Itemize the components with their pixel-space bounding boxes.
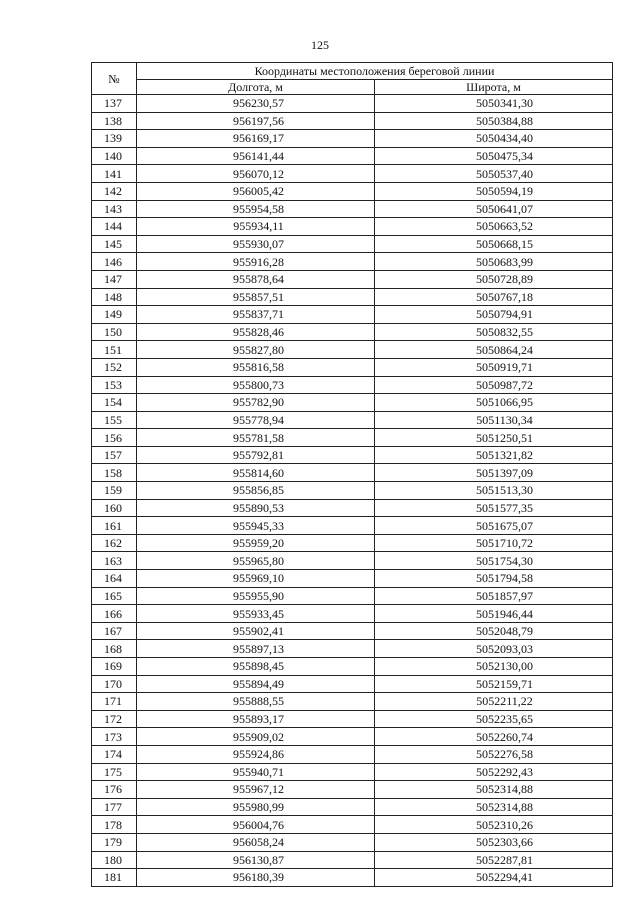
row-longitude: 955959,20	[137, 534, 375, 552]
coordinates-table	[91, 62, 613, 887]
row-number: 164	[92, 570, 137, 588]
row-longitude: 956004,76	[137, 816, 375, 834]
row-longitude: 955902,41	[137, 622, 375, 640]
row-latitude: 5050537,40	[375, 165, 613, 183]
row-latitude: 5052292,43	[375, 763, 613, 781]
row-latitude: 5050919,71	[375, 358, 613, 376]
row-longitude: 955778,94	[137, 411, 375, 429]
row-longitude: 955967,12	[137, 781, 375, 799]
table-row	[92, 781, 613, 799]
row-longitude: 956141,44	[137, 147, 375, 165]
row-latitude: 5050475,34	[375, 147, 613, 165]
row-latitude: 5050641,07	[375, 200, 613, 218]
table-row	[92, 182, 613, 200]
table-row	[92, 869, 613, 887]
row-longitude: 955878,64	[137, 270, 375, 288]
row-number: 161	[92, 517, 137, 535]
row-number: 160	[92, 499, 137, 517]
table-row	[92, 270, 613, 288]
row-longitude: 955890,53	[137, 499, 375, 517]
row-latitude: 5052303,66	[375, 833, 613, 851]
row-number: 141	[92, 165, 137, 183]
row-longitude: 955856,85	[137, 482, 375, 500]
table-row	[92, 499, 613, 517]
row-latitude: 5050767,18	[375, 288, 613, 306]
table-row	[92, 605, 613, 623]
row-longitude: 955897,13	[137, 640, 375, 658]
row-latitude: 5051066,95	[375, 394, 613, 412]
row-longitude: 956230,57	[137, 95, 375, 113]
row-latitude: 5051397,09	[375, 464, 613, 482]
table-row	[92, 200, 613, 218]
table-row	[92, 482, 613, 500]
table-row	[92, 798, 613, 816]
header-number: №	[92, 63, 137, 95]
row-number: 171	[92, 693, 137, 711]
table-row	[92, 570, 613, 588]
row-number: 168	[92, 640, 137, 658]
table-row	[92, 640, 613, 658]
row-longitude: 955781,58	[137, 429, 375, 447]
row-number: 146	[92, 253, 137, 271]
row-number: 159	[92, 482, 137, 500]
row-number: 139	[92, 130, 137, 148]
row-latitude: 5051675,07	[375, 517, 613, 535]
row-latitude: 5050987,72	[375, 376, 613, 394]
row-longitude: 956070,12	[137, 165, 375, 183]
table-row	[92, 394, 613, 412]
row-latitude: 5051577,35	[375, 499, 613, 517]
row-number: 147	[92, 270, 137, 288]
row-longitude: 955782,90	[137, 394, 375, 412]
row-number: 151	[92, 341, 137, 359]
row-latitude: 5051794,58	[375, 570, 613, 588]
row-number: 181	[92, 869, 137, 887]
table-row	[92, 112, 613, 130]
row-longitude: 955814,60	[137, 464, 375, 482]
row-number: 172	[92, 710, 137, 728]
row-number: 165	[92, 587, 137, 605]
row-longitude: 955894,49	[137, 675, 375, 693]
row-longitude: 956197,56	[137, 112, 375, 130]
table-row	[92, 693, 613, 711]
row-latitude: 5050341,30	[375, 95, 613, 113]
row-number: 145	[92, 235, 137, 253]
row-longitude: 955893,17	[137, 710, 375, 728]
row-latitude: 5051130,34	[375, 411, 613, 429]
row-longitude: 955954,58	[137, 200, 375, 218]
row-longitude: 955828,46	[137, 323, 375, 341]
row-latitude: 5050728,89	[375, 270, 613, 288]
row-longitude: 955924,86	[137, 745, 375, 763]
row-number: 148	[92, 288, 137, 306]
row-number: 155	[92, 411, 137, 429]
row-longitude: 955934,11	[137, 218, 375, 236]
row-number: 174	[92, 745, 137, 763]
row-latitude: 5052314,88	[375, 798, 613, 816]
table-row	[92, 833, 613, 851]
row-number: 176	[92, 781, 137, 799]
header-shoreline-coordinates: Координаты местоположения береговой линии	[137, 63, 613, 80]
page-number: 125	[311, 38, 329, 52]
row-longitude: 956058,24	[137, 833, 375, 851]
table-row	[92, 587, 613, 605]
table-header	[92, 63, 613, 95]
table-row	[92, 411, 613, 429]
row-latitude: 5052276,58	[375, 745, 613, 763]
table-row	[92, 165, 613, 183]
row-latitude: 5052287,81	[375, 851, 613, 869]
row-latitude: 5052294,41	[375, 869, 613, 887]
row-longitude: 955945,33	[137, 517, 375, 535]
row-latitude: 5050864,24	[375, 341, 613, 359]
row-latitude: 5050663,52	[375, 218, 613, 236]
row-latitude: 5052260,74	[375, 728, 613, 746]
table-row	[92, 253, 613, 271]
row-latitude: 5052093,03	[375, 640, 613, 658]
row-number: 144	[92, 218, 137, 236]
row-number: 143	[92, 200, 137, 218]
row-longitude: 956169,17	[137, 130, 375, 148]
table-row	[92, 710, 613, 728]
table-row	[92, 288, 613, 306]
row-number: 157	[92, 446, 137, 464]
row-longitude: 955800,73	[137, 376, 375, 394]
row-latitude: 5050832,55	[375, 323, 613, 341]
table-body	[92, 95, 613, 887]
row-number: 179	[92, 833, 137, 851]
row-latitude: 5052211,22	[375, 693, 613, 711]
row-longitude: 955857,51	[137, 288, 375, 306]
row-latitude: 5051513,30	[375, 482, 613, 500]
row-latitude: 5052048,79	[375, 622, 613, 640]
table-row	[92, 464, 613, 482]
row-longitude: 955888,55	[137, 693, 375, 711]
row-number: 156	[92, 429, 137, 447]
row-latitude: 5052130,00	[375, 658, 613, 676]
row-longitude: 955955,90	[137, 587, 375, 605]
row-number: 150	[92, 323, 137, 341]
row-latitude: 5051857,97	[375, 587, 613, 605]
table-row	[92, 306, 613, 324]
table-row	[92, 534, 613, 552]
row-latitude: 5051250,51	[375, 429, 613, 447]
row-number: 154	[92, 394, 137, 412]
row-latitude: 5050594,19	[375, 182, 613, 200]
row-longitude: 956130,87	[137, 851, 375, 869]
row-latitude: 5051710,72	[375, 534, 613, 552]
row-number: 138	[92, 112, 137, 130]
table-row	[92, 728, 613, 746]
table-row	[92, 358, 613, 376]
row-number: 158	[92, 464, 137, 482]
table-row	[92, 851, 613, 869]
row-longitude: 955940,71	[137, 763, 375, 781]
header-longitude: Долгота, м	[137, 80, 375, 95]
row-number: 180	[92, 851, 137, 869]
row-longitude: 955898,45	[137, 658, 375, 676]
table-row	[92, 429, 613, 447]
row-longitude: 955792,81	[137, 446, 375, 464]
row-longitude: 955837,71	[137, 306, 375, 324]
row-latitude: 5050384,88	[375, 112, 613, 130]
table-row	[92, 130, 613, 148]
row-number: 170	[92, 675, 137, 693]
row-latitude: 5051946,44	[375, 605, 613, 623]
row-latitude: 5052235,65	[375, 710, 613, 728]
row-longitude: 956005,42	[137, 182, 375, 200]
table-row	[92, 763, 613, 781]
row-latitude: 5050668,15	[375, 235, 613, 253]
row-number: 169	[92, 658, 137, 676]
row-number: 137	[92, 95, 137, 113]
header-latitude: Широта, м	[375, 80, 613, 95]
row-number: 163	[92, 552, 137, 570]
row-longitude: 956180,39	[137, 869, 375, 887]
table-row	[92, 341, 613, 359]
table-row	[92, 552, 613, 570]
table-row	[92, 658, 613, 676]
row-number: 175	[92, 763, 137, 781]
table-row	[92, 218, 613, 236]
row-number: 142	[92, 182, 137, 200]
row-latitude: 5051754,30	[375, 552, 613, 570]
row-number: 173	[92, 728, 137, 746]
row-latitude: 5052159,71	[375, 675, 613, 693]
row-number: 166	[92, 605, 137, 623]
table-row	[92, 675, 613, 693]
row-longitude: 955930,07	[137, 235, 375, 253]
table-row	[92, 376, 613, 394]
row-latitude: 5052310,26	[375, 816, 613, 834]
row-number: 149	[92, 306, 137, 324]
table-row	[92, 622, 613, 640]
row-longitude: 955909,02	[137, 728, 375, 746]
row-number: 178	[92, 816, 137, 834]
row-latitude: 5050794,91	[375, 306, 613, 324]
row-number: 177	[92, 798, 137, 816]
table-row	[92, 323, 613, 341]
row-latitude: 5052314,88	[375, 781, 613, 799]
row-latitude: 5050434,40	[375, 130, 613, 148]
table-row	[92, 147, 613, 165]
table-row	[92, 235, 613, 253]
table-row	[92, 816, 613, 834]
row-number: 153	[92, 376, 137, 394]
row-longitude: 955827,80	[137, 341, 375, 359]
row-latitude: 5050683,99	[375, 253, 613, 271]
row-number: 162	[92, 534, 137, 552]
row-longitude: 955969,10	[137, 570, 375, 588]
table-row	[92, 517, 613, 535]
row-number: 140	[92, 147, 137, 165]
row-latitude: 5051321,82	[375, 446, 613, 464]
row-number: 152	[92, 358, 137, 376]
table-row	[92, 745, 613, 763]
table-row	[92, 446, 613, 464]
row-longitude: 955916,28	[137, 253, 375, 271]
row-number: 167	[92, 622, 137, 640]
row-longitude: 955965,80	[137, 552, 375, 570]
row-longitude: 955980,99	[137, 798, 375, 816]
table-row	[92, 95, 613, 113]
row-longitude: 955816,58	[137, 358, 375, 376]
row-longitude: 955933,45	[137, 605, 375, 623]
